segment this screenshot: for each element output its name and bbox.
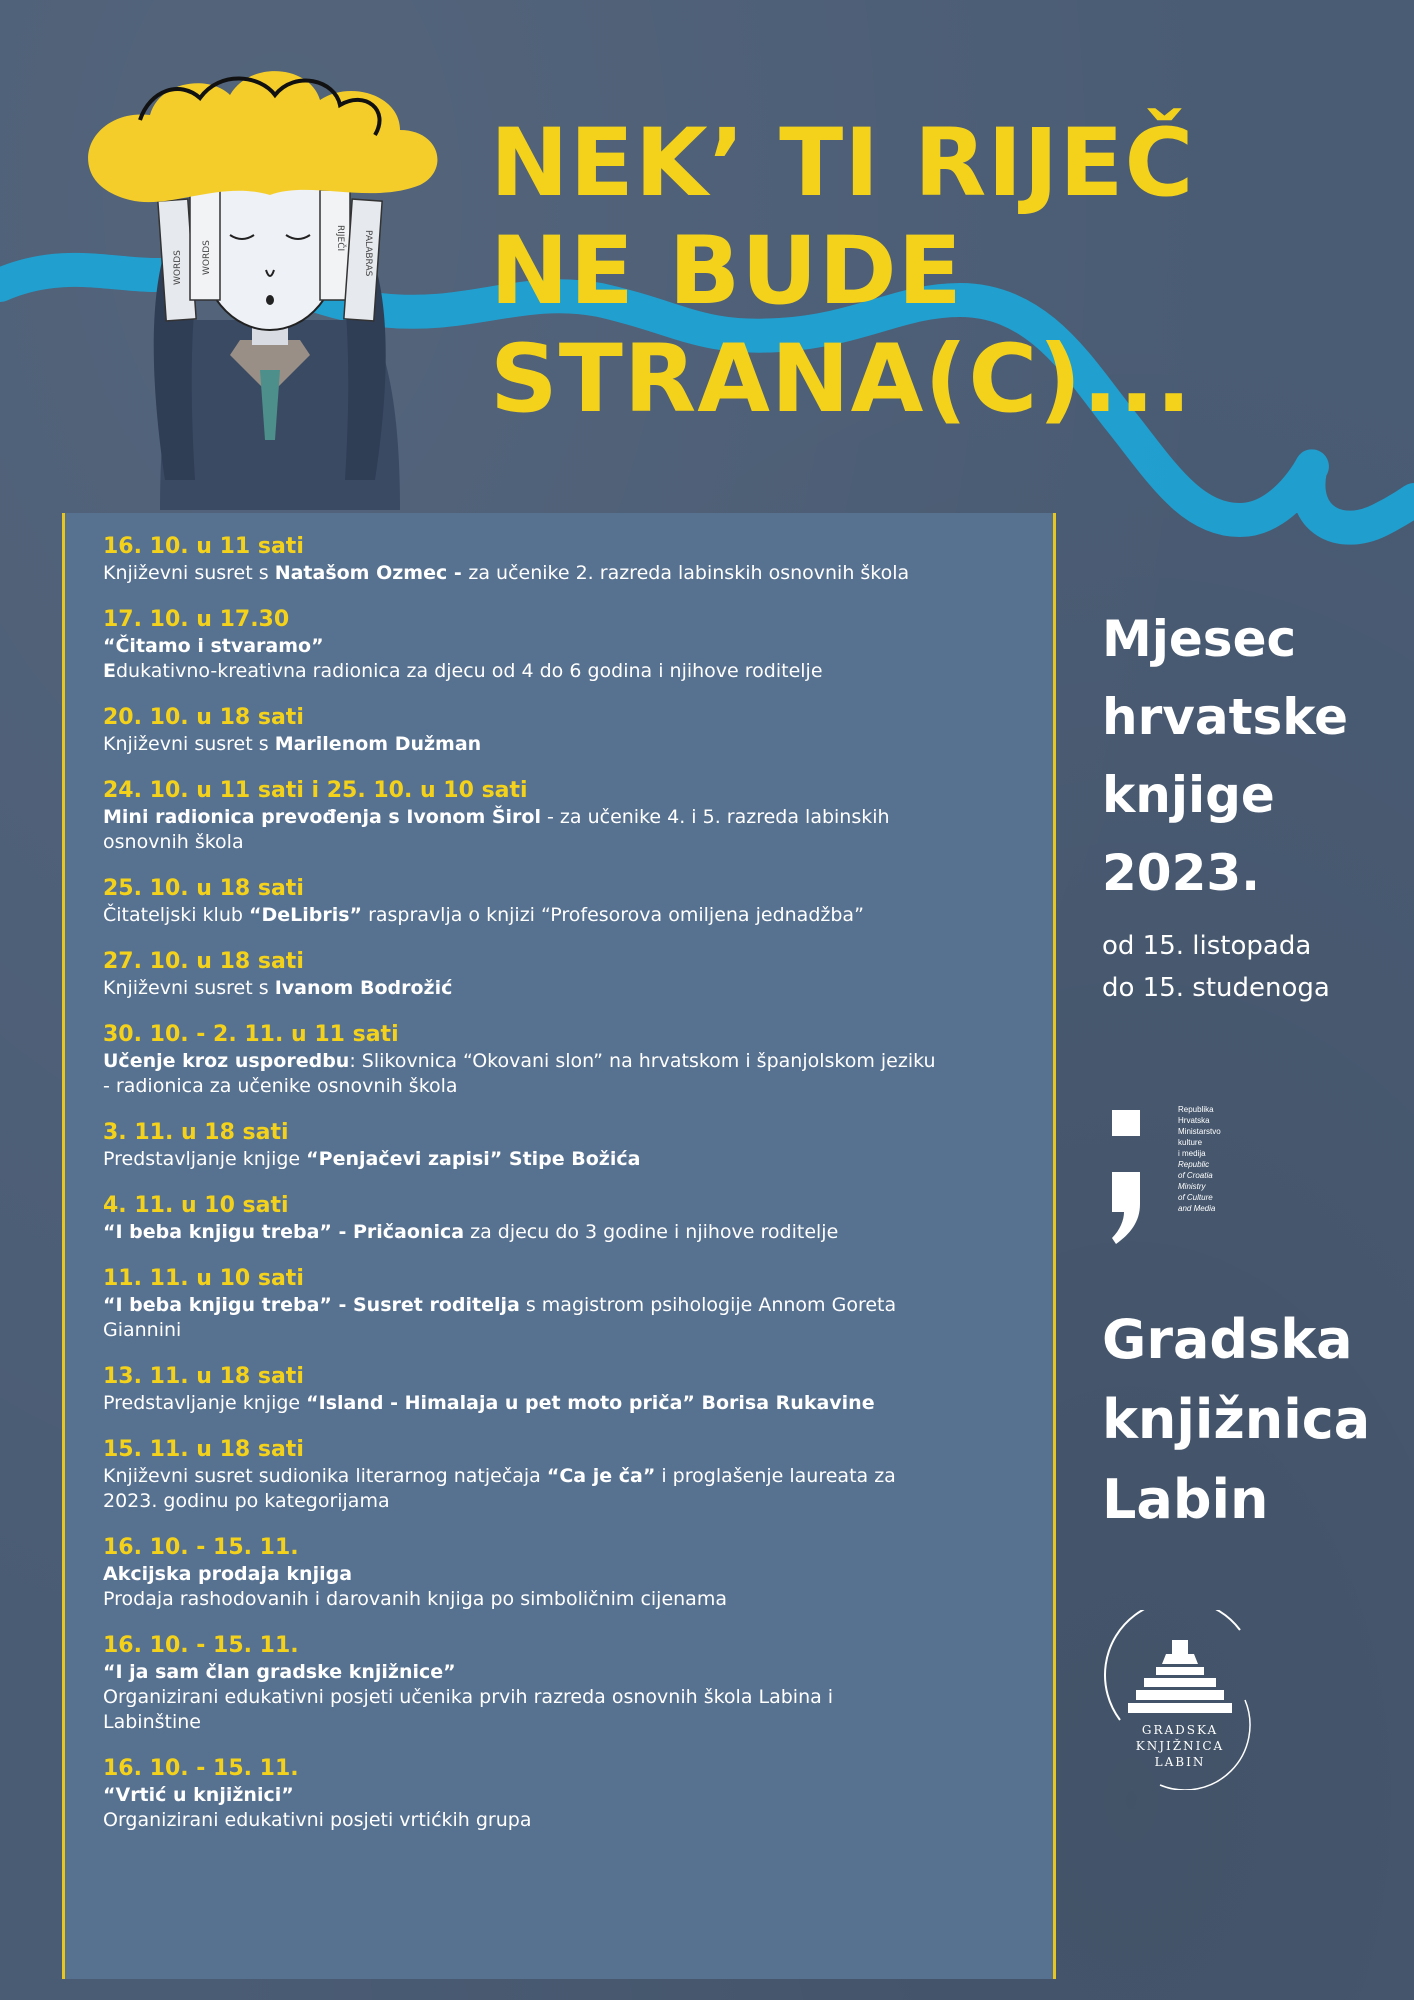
library-name-line: Labin <box>1102 1468 1269 1531</box>
event-text: 2023. godinu po kategorijama <box>103 1490 390 1512</box>
ministry-text-line: i medija <box>1178 1149 1206 1158</box>
page-word: WORDS <box>173 250 183 285</box>
event-text: Predstavljanje knjige <box>103 1392 307 1414</box>
page-word: WORDS <box>202 240 212 275</box>
event-text: Čitateljski klub <box>103 904 249 926</box>
event-date: 11. 11. u 10 sati <box>103 1266 304 1291</box>
month-heading-line: Mjesec <box>1102 610 1297 668</box>
event-date: 16. 10. - 15. 11. <box>103 1633 299 1658</box>
event-highlight: “I beba knjigu treba” - Pričaonica <box>103 1221 465 1243</box>
ministry-text-line: of Culture <box>1178 1193 1213 1202</box>
event-item <box>103 948 1043 1001</box>
event-description-line <box>103 1318 1043 1343</box>
event-date: 20. 10. u 18 sati <box>103 705 304 730</box>
page-word: PALABRAS <box>363 230 373 277</box>
event-text: : Slikovnica “Okovani slon” na hrvatskom i španjolskom jeziku <box>349 1050 936 1072</box>
event-highlight: “I ja sam član gradske knjižnice” <box>103 1661 456 1683</box>
event-item <box>103 875 1043 928</box>
event-text: raspravlja o knjizi “Profesorova omiljena jednadžba” <box>362 904 864 926</box>
month-heading-line: hrvatske <box>1102 688 1349 746</box>
event-text: dukativno-kreativna radionica za djecu od 4 do 6 godina i njihove roditelje <box>115 660 823 682</box>
event-description-line <box>103 1660 1043 1685</box>
event-highlight: Natašom Ozmec - <box>274 562 469 584</box>
event-description-line <box>103 732 1043 757</box>
event-text: Književni susret sudionika literarnog natječaja <box>103 1465 547 1487</box>
event-text: osnovnih škola <box>103 831 244 853</box>
ministry-text-line: kulture <box>1178 1138 1203 1147</box>
events-list <box>103 533 1043 1853</box>
event-description-line <box>103 805 1043 830</box>
library-name-line: Gradska <box>1102 1308 1353 1371</box>
event-item <box>103 1021 1043 1099</box>
library-logo-text <box>1100 1722 1260 1770</box>
event-text: za djecu do 3 godine i njihove roditelje <box>464 1221 839 1243</box>
event-text: Giannini <box>103 1319 182 1341</box>
events-panel <box>62 513 1056 1979</box>
event-date: 16. 10. - 15. 11. <box>103 1756 299 1781</box>
event-description-line <box>103 1783 1043 1808</box>
event-item <box>103 1632 1043 1735</box>
ministry-text-line: of Croatia <box>1178 1171 1213 1180</box>
title-line: STRANA(C)... <box>490 325 1193 434</box>
event-highlight: “DeLibris” <box>248 904 363 926</box>
event-highlight: Marilenom Dužman <box>274 733 482 755</box>
event-description-line <box>103 1685 1043 1710</box>
event-text: Književni susret s <box>103 562 275 584</box>
library-logo-line: GRADSKA <box>1141 1723 1219 1737</box>
event-description-line <box>103 1562 1043 1587</box>
event-highlight: “Island - Himalaja u pet moto priča” Borisa Rukavine <box>306 1392 875 1414</box>
event-highlight: Ivanom Bodrožić <box>274 977 453 999</box>
event-text: Književni susret s <box>103 733 275 755</box>
event-highlight: Mini radionica prevođenja s Ivonom Širol <box>103 806 541 828</box>
event-highlight: “Vrtić u knjižnici” <box>103 1784 294 1806</box>
ministry-text-line: Hrvatska <box>1178 1116 1210 1125</box>
event-date: 3. 11. u 18 sati <box>103 1120 289 1145</box>
event-text: i proglašenje laureata za <box>655 1465 896 1487</box>
event-text: - radionica za učenike osnovnih škola <box>103 1075 458 1097</box>
event-item <box>103 704 1043 757</box>
event-highlight: “Ca je ča” <box>546 1465 656 1487</box>
event-description-line <box>103 634 1043 659</box>
event-date: 16. 10. u 11 sati <box>103 534 304 559</box>
event-date: 4. 11. u 10 sati <box>103 1193 289 1218</box>
page-word: RIJEČI <box>335 225 345 252</box>
event-description-line <box>103 1808 1043 1833</box>
event-description-line <box>103 903 1043 928</box>
event-text: - za učenike 4. i 5. razreda labinskih <box>540 806 890 828</box>
event-item <box>103 1363 1043 1416</box>
event-description-line <box>103 561 1043 586</box>
library-logo-line: KNJIŽNICA <box>1135 1739 1225 1753</box>
event-text: Organizirani edukativni posjeti vrtićkih grupa <box>103 1809 532 1831</box>
event-text: Predstavljanje knjige <box>103 1148 307 1170</box>
ministry-text-line: Ministarstvo <box>1178 1127 1221 1136</box>
event-description-line <box>103 1391 1043 1416</box>
event-highlight: Učenje kroz usporedbu <box>103 1050 350 1072</box>
event-description-line <box>103 1293 1043 1318</box>
date-range <box>1102 925 1330 1009</box>
month-heading-line: 2023. <box>1102 844 1261 902</box>
date-range-line: do 15. studenoga <box>1102 973 1330 1003</box>
event-highlight: “Čitamo i stvaramo” <box>103 635 324 657</box>
title-line: NEK’ TI RIJEČ <box>490 109 1195 218</box>
event-date: 24. 10. u 11 sati i 25. 10. u 10 sati <box>103 778 528 803</box>
poster-title <box>490 110 1195 434</box>
date-range-line: od 15. listopada <box>1102 931 1312 961</box>
event-date: 25. 10. u 18 sati <box>103 876 304 901</box>
semicolon-logo-icon <box>1108 1104 1148 1244</box>
library-name-line: knjižnica <box>1102 1388 1371 1451</box>
event-description-line <box>103 830 1043 855</box>
event-description-line <box>103 1489 1043 1514</box>
event-date: 15. 11. u 18 sati <box>103 1437 304 1462</box>
ministry-text-line: Republic <box>1178 1160 1210 1169</box>
event-date: 17. 10. u 17.30 <box>103 607 290 632</box>
event-date: 30. 10. - 2. 11. u 11 sati <box>103 1022 399 1047</box>
month-heading <box>1102 600 1348 912</box>
library-name <box>1102 1300 1370 1540</box>
event-description-line <box>103 1710 1043 1735</box>
event-description-line <box>103 1147 1043 1172</box>
ministry-text <box>1178 1104 1221 1214</box>
event-date: 16. 10. - 15. 11. <box>103 1535 299 1560</box>
event-description-line <box>103 659 1043 684</box>
event-description-line <box>103 1049 1043 1074</box>
event-description-line <box>103 1074 1043 1099</box>
event-date: 13. 11. u 18 sati <box>103 1364 304 1389</box>
event-item <box>103 1534 1043 1612</box>
ministry-logo <box>1100 1100 1260 1250</box>
event-date: 27. 10. u 18 sati <box>103 949 304 974</box>
girl-with-book-pages-illustration <box>70 20 470 510</box>
ministry-text-line: and Media <box>1178 1204 1216 1213</box>
ministry-text-line: Ministry <box>1178 1182 1206 1191</box>
month-heading-line: knjige <box>1102 766 1275 824</box>
event-text: Prodaja rashodovanih i darovanih knjiga po simboličnim cijenama <box>103 1588 727 1610</box>
event-item <box>103 1119 1043 1172</box>
event-item <box>103 606 1043 684</box>
event-item <box>103 1436 1043 1514</box>
event-description-line <box>103 1464 1043 1489</box>
library-logo <box>1100 1610 1260 1790</box>
event-text: za učenike 2. razreda labinskih osnovnih škola <box>468 562 910 584</box>
event-item <box>103 1192 1043 1245</box>
event-highlight: “Penjačevi zapisi” Stipe Božića <box>306 1148 641 1170</box>
event-item <box>103 777 1043 855</box>
event-text: Organizirani edukativni posjeti učenika prvih razreda osnovnih škola Labina i <box>103 1686 834 1708</box>
event-text: s magistrom psihologije Annom Goreta <box>519 1294 897 1316</box>
title-line: NE BUDE <box>490 217 963 326</box>
ministry-text-line: Republika <box>1178 1105 1214 1114</box>
event-text: Labinštine <box>103 1711 201 1733</box>
event-highlight: “I beba knjigu treba” - Susret roditelja <box>103 1294 520 1316</box>
event-description-line <box>103 1587 1043 1612</box>
event-item <box>103 1755 1043 1833</box>
event-item <box>103 1265 1043 1343</box>
event-highlight: E <box>103 660 116 682</box>
event-description-line <box>103 976 1043 1001</box>
event-description-line <box>103 1220 1043 1245</box>
event-text: Književni susret s <box>103 977 275 999</box>
library-logo-line: LABIN <box>1154 1755 1206 1769</box>
event-highlight: Akcijska prodaja knjiga <box>103 1563 353 1585</box>
event-item <box>103 533 1043 586</box>
